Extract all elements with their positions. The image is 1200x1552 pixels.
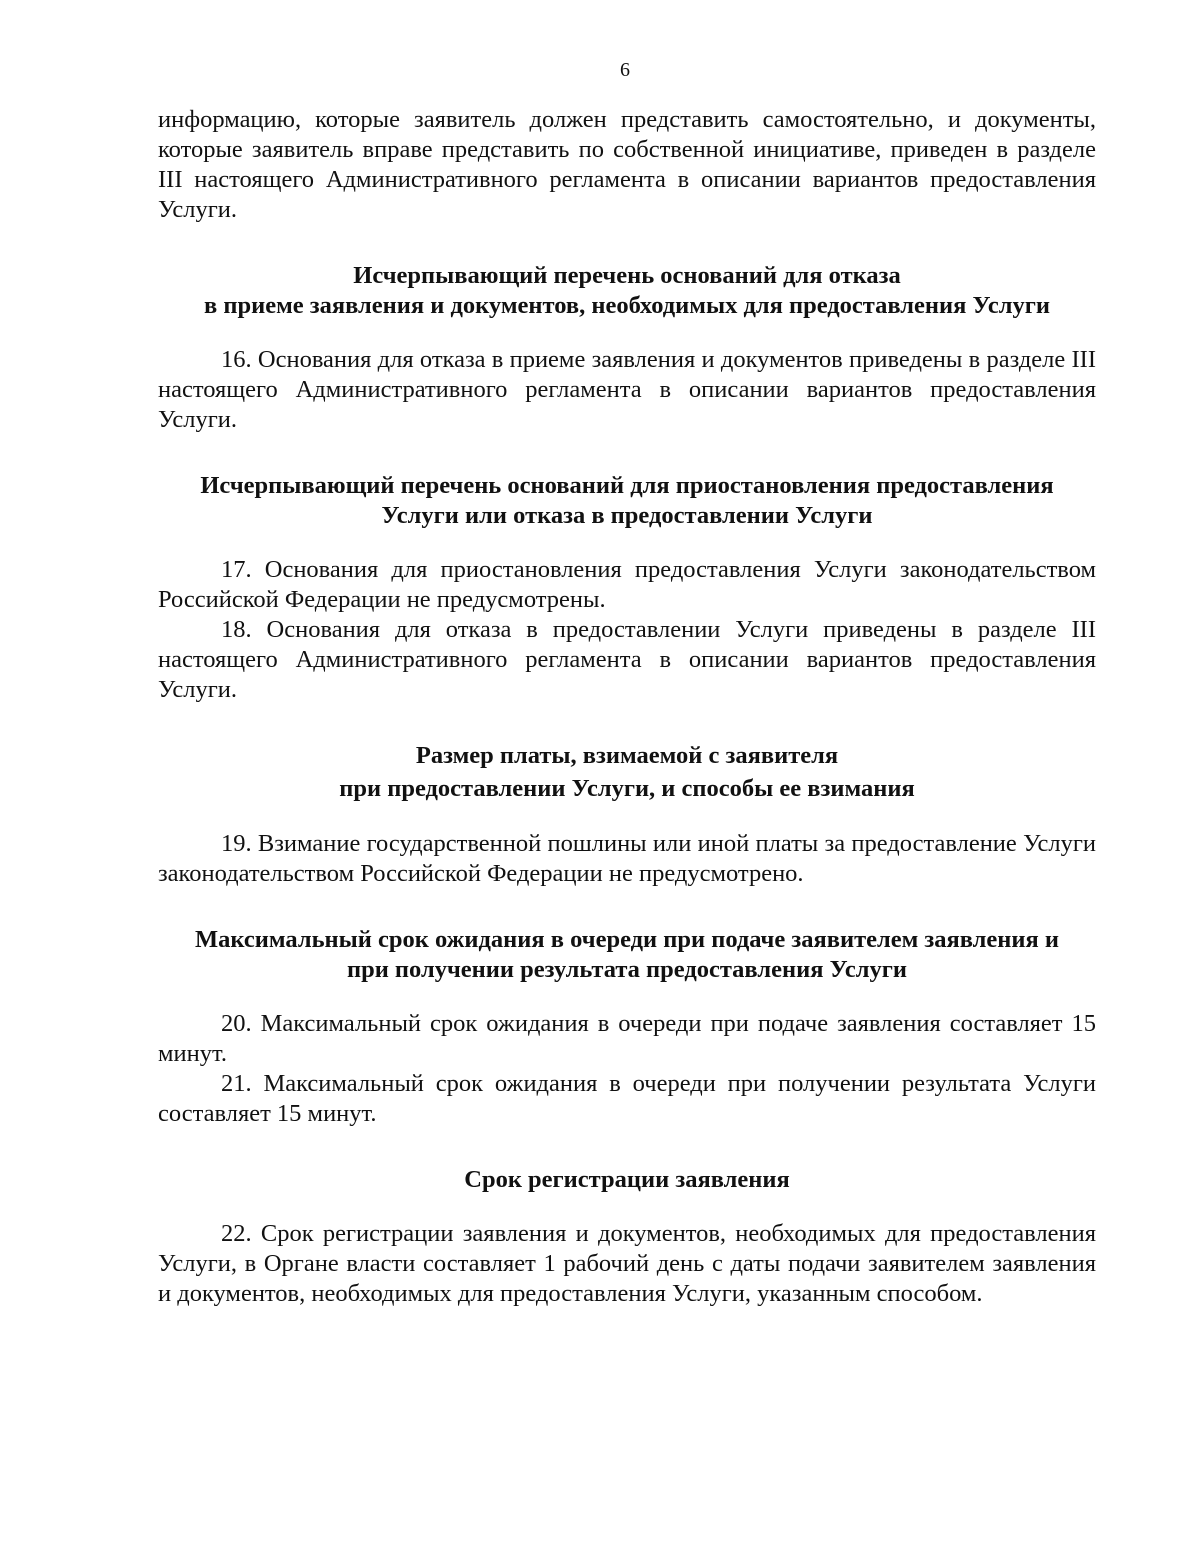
paragraph-21: 21. Максимальный срок ожидания в очереди при получении результата Услуги составляет 15 минут. bbox=[158, 1070, 1096, 1127]
section-heading-queue-time bbox=[158, 925, 1096, 985]
heading-line: при предоставлении Услуги, и способы ее взимания bbox=[339, 775, 915, 802]
paragraph-18: 18. Основания для отказа в предоставлении Услуги приведены в разделе III настоящего Административного регламента в описании вариантов предоставления Услуги. bbox=[158, 616, 1096, 703]
heading-line: Исчерпывающий перечень оснований для приостановления предоставления bbox=[200, 472, 1054, 499]
page-content bbox=[158, 105, 1096, 1309]
heading-line: Исчерпывающий перечень оснований для отказа bbox=[353, 262, 901, 289]
paragraph-19: 19. Взимание государственной пошлины или иной платы за предоставление Услуги законодательством Российской Федерации не предусмотрено. bbox=[158, 830, 1096, 887]
heading-line: Срок регистрации заявления bbox=[464, 1166, 790, 1193]
heading-line: Максимальный срок ожидания в очереди при подаче заявителем заявления и bbox=[194, 926, 1060, 953]
section-heading-fee bbox=[158, 739, 1096, 805]
section-heading-refusal-acceptance bbox=[158, 261, 1096, 321]
intro-paragraph: информацию, которые заявитель должен представить самостоятельно, и документы, которые заявитель вправе представить по собственной инициативе, приведен в разделе III настоящего Административного регламента в описании вариантов предоставления Услуги. bbox=[158, 106, 1096, 223]
paragraph-22: 22. Срок регистрации заявления и документов, необходимых для предоставления Услуги, в Органе власти составляет 1 рабочий день с даты подачи заявителем заявления и документов, необходимых для предоставления Услуги, указанным способом. bbox=[158, 1220, 1096, 1307]
section-heading-registration bbox=[158, 1165, 1096, 1195]
page-number: 6 bbox=[620, 59, 630, 81]
heading-line: Размер платы, взимаемой с заявителя bbox=[415, 742, 839, 769]
paragraph-16: 16. Основания для отказа в приеме заявления и документов приведены в разделе III настоящего Административного регламента в описании вариантов предоставления Услуги. bbox=[158, 346, 1096, 433]
heading-line: в приеме заявления и документов, необходимых для предоставления Услуги bbox=[204, 292, 1050, 319]
heading-line: при получении результата предоставления Услуги bbox=[346, 956, 908, 983]
section-heading-suspension-refusal bbox=[158, 471, 1096, 531]
heading-line: Услуги или отказа в предоставлении Услуги bbox=[381, 502, 873, 529]
paragraph-20: 20. Максимальный срок ожидания в очереди при подаче заявления составляет 15 минут. bbox=[158, 1010, 1096, 1067]
paragraph-17: 17. Основания для приостановления предоставления Услуги законодательством Российской Федерации не предусмотрены. bbox=[158, 556, 1096, 613]
